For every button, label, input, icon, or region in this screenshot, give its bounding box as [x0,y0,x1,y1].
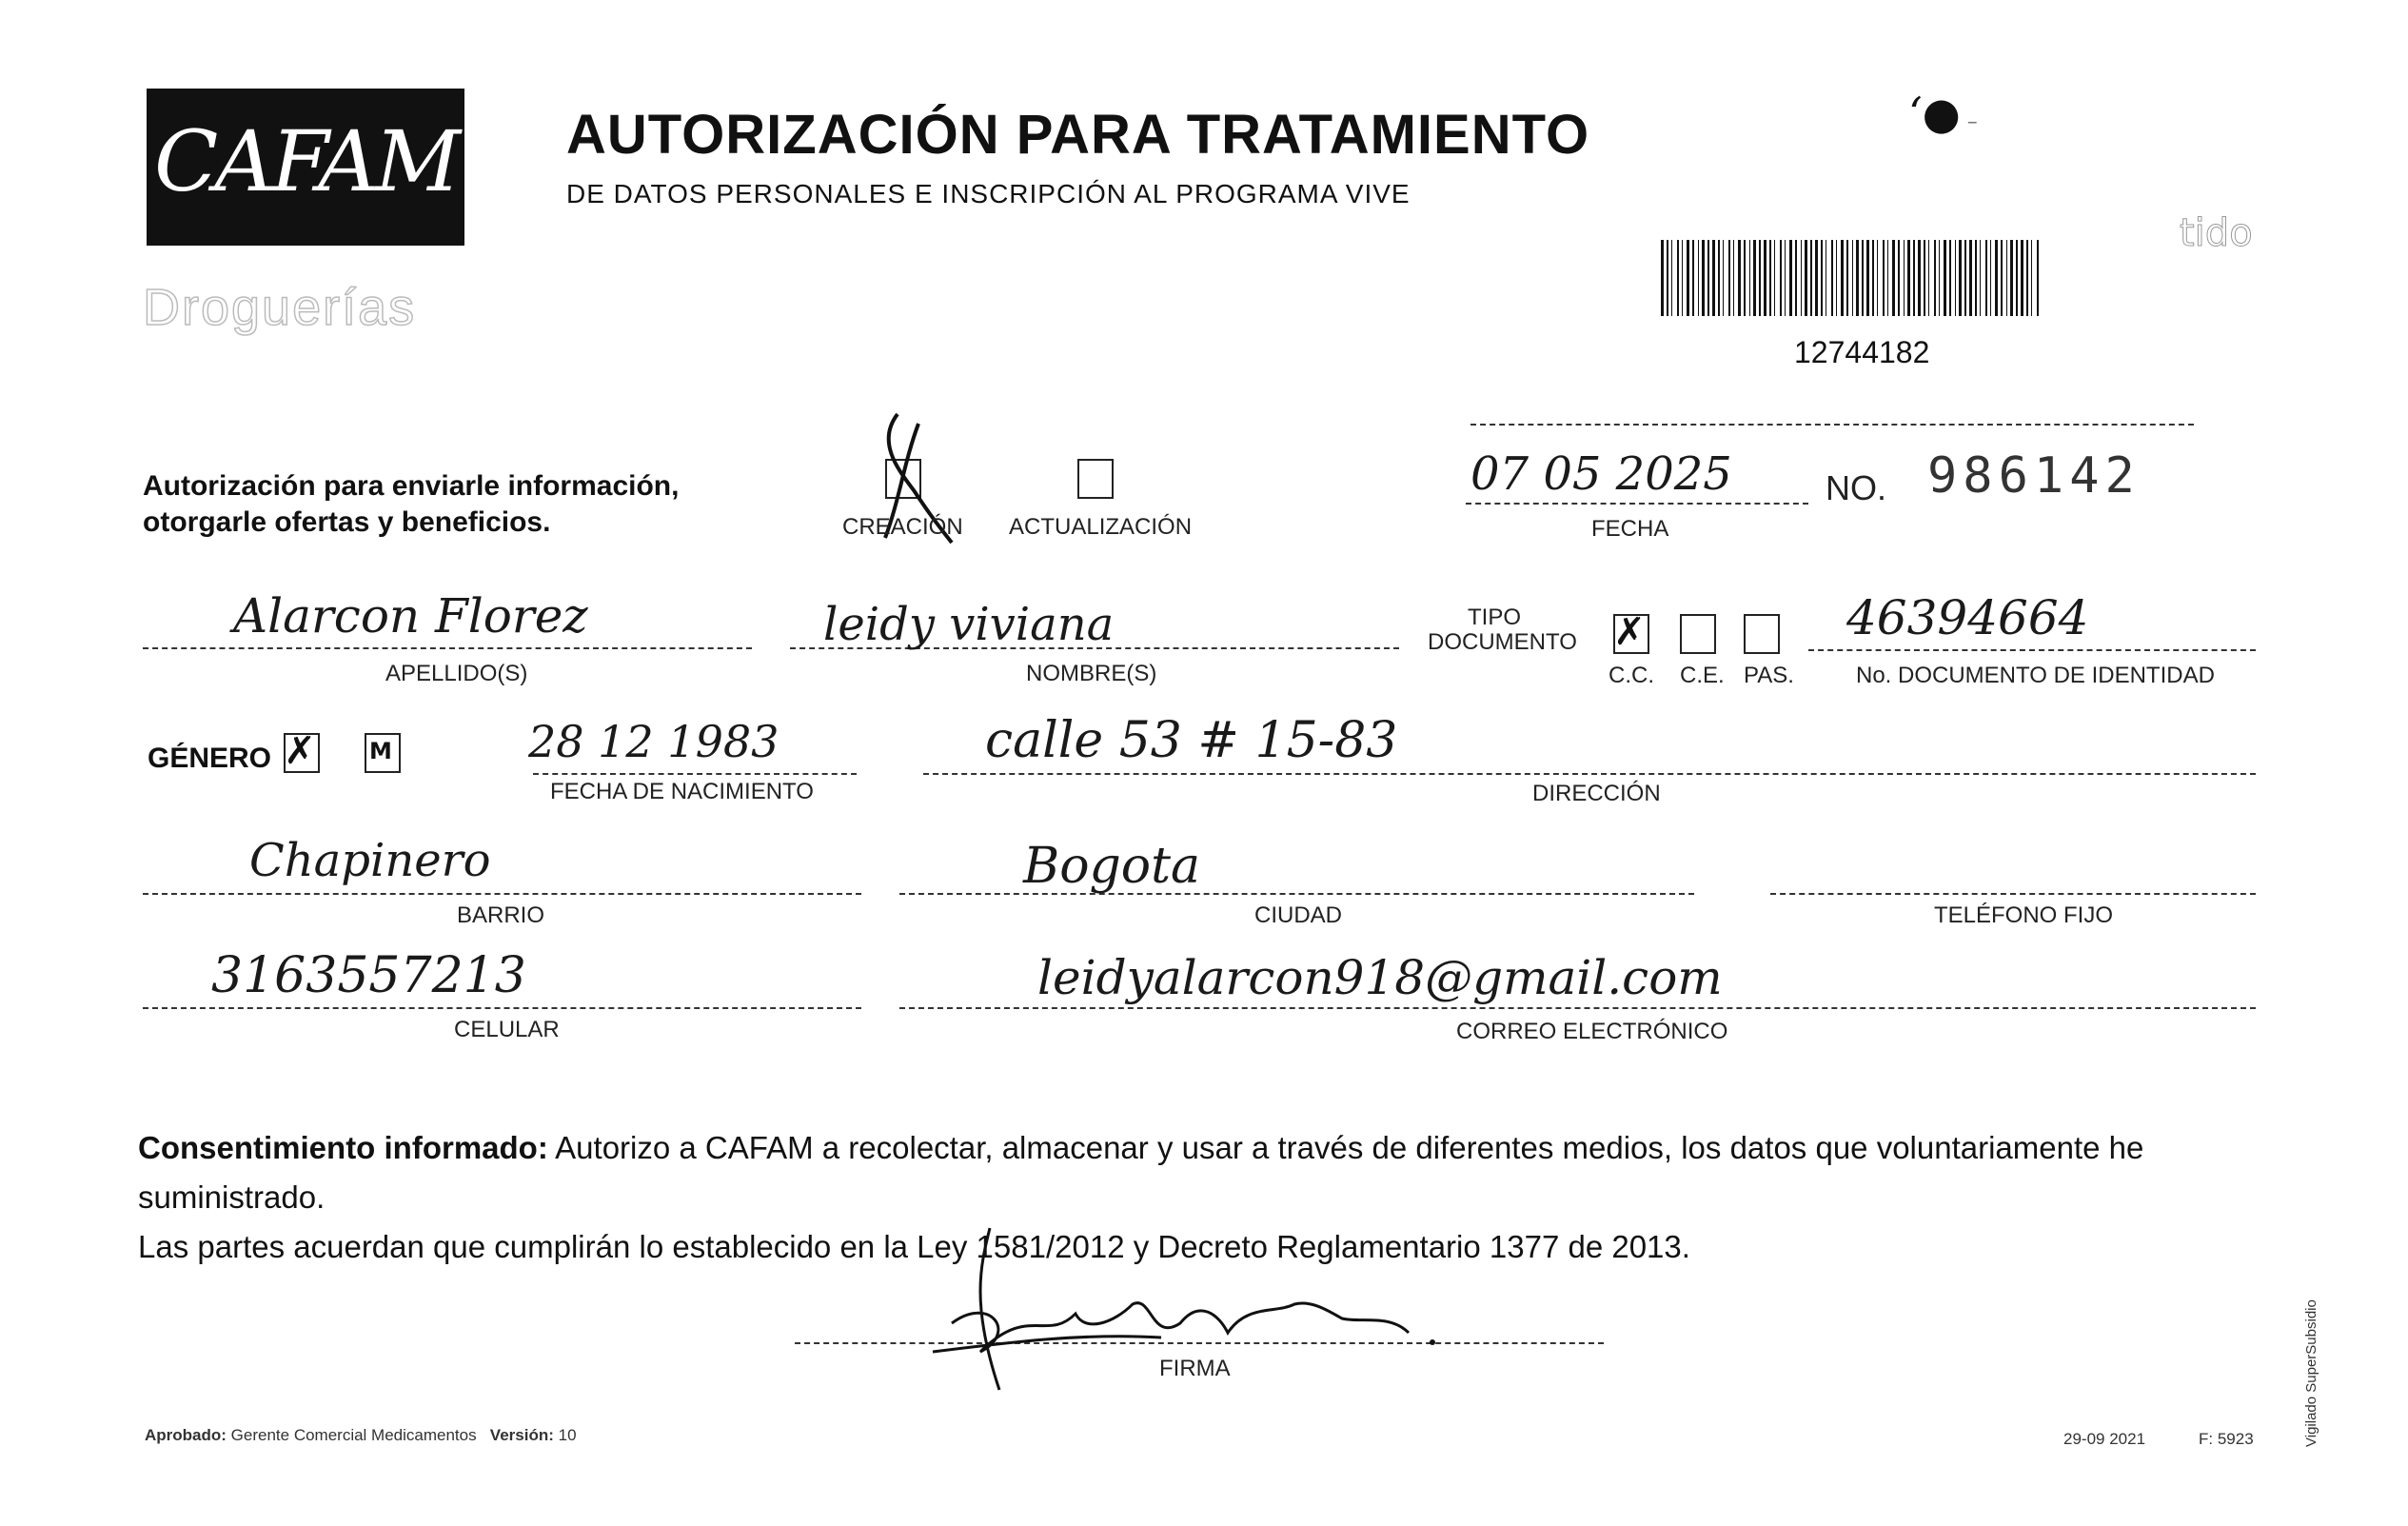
barcode-bar [1785,240,1786,316]
barcode-bar [1671,240,1672,316]
date-label: FECHA [1591,516,1669,542]
barcode-bar [1707,240,1709,316]
cc-label: C.C. [1609,663,1654,688]
barcode-bar [2037,240,2039,316]
header-mark: ʻ● – [1908,88,1978,139]
apellidos-line [143,647,752,649]
direccion-label: DIRECCIÓN [1532,781,1661,806]
barcode-bar [1856,240,1859,316]
version-value: 10 [558,1426,577,1444]
barcode-bar [1866,240,1869,316]
barcode-bar [2026,240,2028,316]
authorization-text-line1: Autorización para enviarle información, [143,470,680,502]
celular-line [143,1007,861,1009]
direccion-value: calle 53 # 15-83 [985,712,1398,769]
barcode-bar [1712,240,1715,316]
barcode-bar [2021,240,2023,316]
doc-number-value: 46394664 [1846,590,2089,645]
barcode-bar [1959,240,1962,316]
logo: CAFAM [154,112,457,210]
authorization-text-line2: otorgarle ofertas y beneficios. [143,506,551,538]
ciudad-value: Bogota [1023,838,1201,895]
actualizacion-label: ACTUALIZACIÓN [1009,514,1193,540]
barcode-bar [1692,240,1694,316]
vertical-supervision-text: Vigilado SuperSubsidio [2303,1299,2319,1447]
celular-value: 3163557213 [211,947,526,1004]
tipo-label-line2: DOCUMENTO [1428,629,1577,655]
nombres-value: leidy viviana [823,598,1115,651]
barcode-bar [1969,240,1972,316]
barcode-bar [1995,240,1998,316]
barcode-bar [2016,240,2018,316]
barcode-bar [1774,240,1775,316]
barcode-bar [1924,240,1925,316]
form-subtitle: DE DATOS PERSONALES E INSCRIPCIÓN AL PROGRAMA VIVE [566,179,1411,208]
genero-m-label: M [369,738,392,764]
barcode-bar [1821,240,1823,316]
footer-date: 29-09 2021 [2063,1430,2146,1448]
footer-code: F: 5923 [2199,1430,2254,1448]
barcode-bar [2010,240,2013,316]
doc-number-label: No. DOCUMENTO DE IDENTIDAD [1856,663,2215,688]
barcode-bar [1764,240,1767,316]
barcode-bar [1862,240,1864,316]
corner-mark: tido [2180,211,2253,255]
apellidos-label: APELLIDO(S) [385,661,528,686]
barcode-bar [1801,240,1802,316]
barcode-bar [1904,240,1905,316]
correo-label: CORREO ELECTRÓNICO [1456,1019,1728,1044]
barcode-bar [1753,240,1756,316]
barcode-bar [1964,240,1966,316]
telefono-label: TELÉFONO FIJO [1934,902,2114,928]
barcode-bar [1934,240,1936,316]
barcode-bar [1852,240,1853,316]
ciudad-label: CIUDAD [1254,902,1343,928]
tipo-label [1428,604,1577,655]
genero-label: GÉNERO [148,743,272,774]
barrio-value: Chapinero [249,834,491,887]
barcode-bar [1698,240,1699,316]
pas-checkbox[interactable] [1744,614,1780,654]
signature-label: FIRMA [1159,1356,1231,1381]
aprobado-label: Aprobado: [145,1426,227,1444]
genero-f-check-mark: ✗ [284,729,316,773]
barcode-bar [1985,240,1987,316]
barcode-bar [1877,240,1878,316]
barcode-bar [1687,240,1689,316]
form-title: AUTORIZACIÓN PARA TRATAMIENTO [566,104,1590,166]
aprobado-value: Gerente Comercial Medicamentos [230,1426,477,1444]
barcode-bar [1682,240,1683,316]
consent-line2: Las partes acuerdan que cumplirán lo establecido en la Ley 1581/2012 y Decreto Reglamentario 1377 de 2013. [138,1229,1690,1264]
barcode-bar [1939,240,1940,316]
date-top-line [1470,424,2194,426]
barcode-bar [1846,240,1848,316]
barcode-bar [1718,240,1720,316]
footer-approval [145,1426,577,1445]
barcode-bar [1795,240,1797,316]
barcode-bar [2031,240,2032,316]
barcode-bar [1913,240,1915,316]
barcode [1661,240,2042,316]
barcode-bar [1723,240,1724,316]
consent-text1: Autorizo a CAFAM a recolectar, almacenar y usar a través de diferentes medios, los datos que voluntariamente he suministrado. [138,1130,2144,1215]
correo-line [899,1007,2256,1009]
nacimiento-value: 28 12 1983 [528,716,780,767]
barcode-bar [1872,240,1874,316]
nombres-label: NOMBRE(S) [1026,661,1157,686]
ce-label: C.E. [1680,663,1725,688]
pas-label: PAS. [1744,663,1794,688]
barcode-bar [1769,240,1771,316]
barrio-line [143,893,861,895]
barcode-bar [1928,240,1929,316]
barcode-bar [1789,240,1792,316]
logo-subtitle: Droguerías [143,279,417,336]
apellidos-value: Alarcon Florez [233,588,588,644]
nacimiento-line [533,773,857,775]
barcode-bar [1918,240,1921,316]
tipo-label-line1: TIPO [1467,604,1521,630]
cc-check-mark: ✗ [1613,610,1646,654]
celular-label: CELULAR [454,1017,560,1042]
barcode-bar [1805,240,1807,316]
barcode-bar [1898,240,1900,316]
barcode-bar [1990,240,1991,316]
doc-number-line [1808,649,2256,651]
barcode-bar [2001,240,2003,316]
barcode-bar [1841,240,1844,316]
barcode-bar [1980,240,1981,316]
barcode-bar [1728,240,1730,316]
barcode-bar [1759,240,1761,316]
barcode-bar [1883,240,1885,316]
barcode-bar [1749,240,1750,316]
nacimiento-label: FECHA DE NACIMIENTO [550,779,814,804]
barcode-bar [1744,240,1746,316]
barcode-bar [1944,240,1946,316]
barcode-bar [1667,240,1668,316]
ciudad-line [899,893,1694,895]
barcode-bar [1661,240,1664,316]
creacion-label: CREACIÓN [842,514,963,540]
barcode-bar [1892,240,1895,316]
correo-value: leidyalarcon918@gmail.com [1037,950,1723,1005]
barcode-bar [1887,240,1888,316]
barcode-bar [1907,240,1910,316]
barcode-bar [1702,240,1705,316]
barcode-bar [1975,240,1977,316]
barcode-bar [1949,240,1951,316]
barrio-label: BARRIO [457,902,545,928]
barcode-bar [1815,240,1818,316]
date-line [1466,503,1808,505]
telefono-line [1770,893,2256,895]
barcode-bar [1733,240,1734,316]
direccion-line [923,773,2256,775]
barcode-bar [1738,240,1741,316]
barcode-bar [1677,240,1679,316]
actualizacion-checkbox[interactable] [1077,459,1114,499]
barcode-bar [1780,240,1782,316]
ce-checkbox[interactable] [1680,614,1716,654]
barcode-bar [2006,240,2007,316]
authorization-text [143,468,679,541]
number-label: NO. [1826,468,1887,507]
barcode-bar [1831,240,1833,316]
barcode-bar [1955,240,1956,316]
version-label: Versión: [489,1426,554,1444]
barcode-number: 12744182 [1794,335,1930,369]
barcode-bar [1810,240,1812,316]
number-value: 986142 [1927,447,2141,505]
consent-line1 [138,1123,2270,1222]
consent-heading: Consentimiento informado: [138,1130,548,1165]
date-value: 07 05 2025 [1470,447,1732,501]
barcode-bar [1836,240,1837,316]
